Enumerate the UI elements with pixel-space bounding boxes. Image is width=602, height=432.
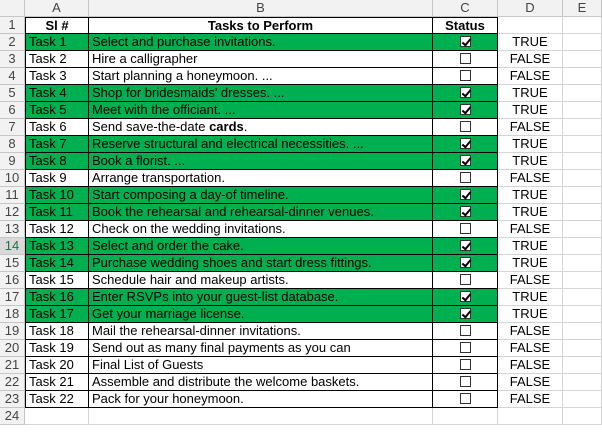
linked-value-cell[interactable]: FALSE: [498, 272, 563, 289]
task-text: Check on the wedding invitations.: [92, 221, 286, 236]
cell-e[interactable]: [563, 136, 602, 153]
task-description-cell[interactable]: [89, 85, 433, 102]
task-id-cell[interactable]: Task 9: [25, 170, 89, 187]
status-cell: [433, 306, 498, 323]
cell-e[interactable]: [563, 187, 602, 204]
status-cell: [433, 51, 498, 68]
status-cell: [433, 85, 498, 102]
status-checkbox[interactable]: [460, 138, 471, 149]
task-text: Assemble and distribute the welcome baskets.: [92, 374, 360, 389]
status-checkbox[interactable]: [460, 70, 471, 81]
task-text: Hire a calligrapher: [92, 51, 198, 66]
task-text: Book a florist. ...: [92, 153, 186, 168]
table-row: [0, 306, 602, 323]
status-checkbox[interactable]: [460, 87, 471, 98]
task-text-after: .: [243, 119, 248, 134]
status-checkbox[interactable]: [460, 257, 471, 268]
task-id-cell[interactable]: Task 22: [25, 391, 89, 408]
row-number[interactable]: 21: [0, 357, 25, 374]
linked-value-cell[interactable]: FALSE: [498, 51, 563, 68]
cell-e[interactable]: [563, 323, 602, 340]
row-number[interactable]: 3: [0, 51, 25, 68]
row-number[interactable]: 5: [0, 85, 25, 102]
table-row: [0, 340, 602, 357]
task-text: Shop for bridesmaids' dresses. ...: [92, 85, 285, 100]
column-header-d[interactable]: D: [498, 0, 563, 17]
status-checkbox[interactable]: [460, 376, 471, 387]
cell-e[interactable]: [563, 238, 602, 255]
empty-cell[interactable]: [563, 408, 602, 425]
task-id-cell[interactable]: Task 19: [25, 340, 89, 357]
task-id-cell[interactable]: Task 20: [25, 357, 89, 374]
cell-e[interactable]: [563, 170, 602, 187]
task-description-cell[interactable]: [89, 34, 433, 51]
cell-e[interactable]: [563, 391, 602, 408]
cell-e[interactable]: [563, 272, 602, 289]
linked-value-cell[interactable]: TRUE: [498, 187, 563, 204]
task-id-cell[interactable]: Task 7: [25, 136, 89, 153]
table-row: [0, 68, 602, 85]
table-row: [0, 102, 602, 119]
table-row: [0, 255, 602, 272]
task-id-cell[interactable]: Task 14: [25, 255, 89, 272]
row-number[interactable]: 23: [0, 391, 25, 408]
linked-value-cell[interactable]: TRUE: [498, 204, 563, 221]
task-text: Select and order the cake.: [92, 238, 244, 253]
task-id-cell[interactable]: Task 4: [25, 85, 89, 102]
status-cell: [433, 68, 498, 85]
header-cell-tasks[interactable]: Tasks to Perform: [89, 17, 433, 34]
row-number[interactable]: 11: [0, 187, 25, 204]
linked-value-cell[interactable]: FALSE: [498, 374, 563, 391]
row-number[interactable]: 24: [0, 408, 25, 425]
table-row: [0, 289, 602, 306]
task-description-cell[interactable]: [89, 238, 433, 255]
task-id-cell[interactable]: Task 10: [25, 187, 89, 204]
task-text: Book the rehearsal and rehearsal-dinner venues.: [92, 204, 374, 219]
task-description-cell[interactable]: [89, 221, 433, 238]
status-checkbox[interactable]: [460, 325, 471, 336]
cell-e[interactable]: [563, 51, 602, 68]
status-checkbox[interactable]: [460, 172, 471, 183]
task-id-cell[interactable]: Task 8: [25, 153, 89, 170]
row-number[interactable]: 20: [0, 340, 25, 357]
cell-e[interactable]: [563, 357, 602, 374]
cell-e[interactable]: [563, 68, 602, 85]
task-id-cell[interactable]: Task 15: [25, 272, 89, 289]
table-row: [0, 323, 602, 340]
status-checkbox[interactable]: [460, 291, 471, 302]
table-row: [0, 272, 602, 289]
task-description-cell[interactable]: [89, 51, 433, 68]
task-description-cell[interactable]: [89, 391, 433, 408]
row-number[interactable]: 8: [0, 136, 25, 153]
cell-e[interactable]: [563, 34, 602, 51]
task-description-cell[interactable]: [89, 102, 433, 119]
linked-value-cell[interactable]: TRUE: [498, 255, 563, 272]
status-checkbox[interactable]: [460, 240, 471, 251]
linked-value-cell[interactable]: TRUE: [498, 85, 563, 102]
status-checkbox[interactable]: [460, 359, 471, 370]
status-checkbox[interactable]: [460, 155, 471, 166]
linked-value-cell[interactable]: TRUE: [498, 289, 563, 306]
task-description-cell[interactable]: [89, 136, 433, 153]
linked-value-cell[interactable]: FALSE: [498, 340, 563, 357]
cell-e[interactable]: [563, 306, 602, 323]
status-checkbox[interactable]: [460, 36, 471, 47]
status-cell: [433, 119, 498, 136]
task-description-cell[interactable]: [89, 374, 433, 391]
task-description-cell[interactable]: [89, 119, 433, 136]
header-cell-sl[interactable]: Sl #: [25, 17, 89, 34]
row-number[interactable]: 19: [0, 323, 25, 340]
table-row: [0, 170, 602, 187]
task-description-cell[interactable]: [89, 272, 433, 289]
task-id-cell[interactable]: Task 2: [25, 51, 89, 68]
row-number[interactable]: 15: [0, 255, 25, 272]
row-number[interactable]: 2: [0, 34, 25, 51]
table-row: [0, 34, 602, 51]
task-description-cell[interactable]: [89, 340, 433, 357]
task-id-cell[interactable]: Task 13: [25, 238, 89, 255]
status-cell: [433, 204, 498, 221]
status-cell: [433, 340, 498, 357]
status-cell: [433, 187, 498, 204]
row-number[interactable]: 16: [0, 272, 25, 289]
status-checkbox[interactable]: [460, 189, 471, 200]
row-number[interactable]: 9: [0, 153, 25, 170]
task-id-cell[interactable]: Task 3: [25, 68, 89, 85]
linked-value-cell[interactable]: FALSE: [498, 68, 563, 85]
status-checkbox[interactable]: [460, 342, 471, 353]
status-cell: [433, 255, 498, 272]
task-id-cell[interactable]: Task 12: [25, 221, 89, 238]
task-text: Final List of Guests: [92, 357, 204, 372]
task-description-cell[interactable]: [89, 153, 433, 170]
task-id-cell[interactable]: Task 6: [25, 119, 89, 136]
linked-value-cell[interactable]: FALSE: [498, 221, 563, 238]
row-number[interactable]: 18: [0, 306, 25, 323]
status-cell: [433, 289, 498, 306]
table-row: [0, 51, 602, 68]
status-checkbox[interactable]: [460, 53, 471, 64]
status-cell: [433, 323, 498, 340]
linked-value-cell[interactable]: FALSE: [498, 119, 563, 136]
status-cell: [433, 238, 498, 255]
task-text: Get your marriage license.: [92, 306, 245, 321]
row-number[interactable]: 17: [0, 289, 25, 306]
select-all-corner[interactable]: [0, 0, 25, 17]
status-cell: [433, 391, 498, 408]
table-row: [0, 357, 602, 374]
linked-value-cell[interactable]: TRUE: [498, 102, 563, 119]
table-header-row: [0, 17, 602, 34]
column-header-b[interactable]: B: [89, 0, 433, 17]
cell-d1[interactable]: [498, 17, 563, 34]
table-row: [0, 391, 602, 408]
empty-row: [0, 408, 602, 425]
row-number[interactable]: 13: [0, 221, 25, 238]
status-cell: [433, 102, 498, 119]
task-text: Arrange transportation.: [92, 170, 225, 185]
task-description-cell[interactable]: [89, 306, 433, 323]
status-cell: [433, 221, 498, 238]
linked-value-cell[interactable]: FALSE: [498, 357, 563, 374]
empty-cell[interactable]: [433, 408, 498, 425]
table-row: [0, 221, 602, 238]
linked-value-cell[interactable]: TRUE: [498, 136, 563, 153]
task-description-cell[interactable]: [89, 255, 433, 272]
column-header-a[interactable]: A: [25, 0, 89, 17]
linked-value-cell[interactable]: TRUE: [498, 34, 563, 51]
linked-value-cell[interactable]: FALSE: [498, 170, 563, 187]
task-text: Start planning a honeymoon. ...: [92, 68, 273, 83]
status-checkbox[interactable]: [460, 308, 471, 319]
status-cell: [433, 34, 498, 51]
cell-e[interactable]: [563, 85, 602, 102]
task-text: Pack for your honeymoon.: [92, 391, 244, 406]
status-checkbox[interactable]: [460, 393, 471, 404]
task-id-cell[interactable]: Task 16: [25, 289, 89, 306]
empty-cell[interactable]: [25, 408, 89, 425]
column-header-row: [0, 0, 602, 17]
linked-value-cell[interactable]: TRUE: [498, 153, 563, 170]
cell-e[interactable]: [563, 153, 602, 170]
table-row: [0, 187, 602, 204]
task-text: Meet with the officiant. ...: [92, 102, 236, 117]
cell-e[interactable]: [563, 221, 602, 238]
task-text: Enter RSVPs into your guest-list database.: [92, 289, 339, 304]
task-text: Reserve structural and electrical necessities. ...: [92, 136, 364, 151]
linked-value-cell[interactable]: FALSE: [498, 323, 563, 340]
task-description-cell[interactable]: [89, 323, 433, 340]
row-number[interactable]: 1: [0, 17, 25, 34]
task-text: Send save-the-date: [92, 119, 210, 134]
table-row: [0, 136, 602, 153]
row-number[interactable]: 10: [0, 170, 25, 187]
task-text: Send out as many final payments as you can: [92, 340, 351, 355]
status-cell: [433, 153, 498, 170]
row-number[interactable]: 6: [0, 102, 25, 119]
task-text: Mail the rehearsal-dinner invitations.: [92, 323, 301, 338]
linked-value-cell[interactable]: TRUE: [498, 306, 563, 323]
cell-e[interactable]: [563, 374, 602, 391]
row-number[interactable]: 12: [0, 204, 25, 221]
row-number[interactable]: 22: [0, 374, 25, 391]
status-checkbox[interactable]: [460, 121, 471, 132]
status-cell: [433, 136, 498, 153]
column-header-c[interactable]: C: [433, 0, 498, 17]
cell-e[interactable]: [563, 289, 602, 306]
task-id-cell[interactable]: Task 5: [25, 102, 89, 119]
row-number[interactable]: 14: [0, 238, 25, 255]
task-description-cell[interactable]: [89, 170, 433, 187]
task-description-cell[interactable]: [89, 357, 433, 374]
task-description-cell[interactable]: [89, 289, 433, 306]
cell-e[interactable]: [563, 340, 602, 357]
task-text: Select and purchase invitations.: [92, 34, 276, 49]
task-description-cell[interactable]: [89, 187, 433, 204]
table-row: [0, 85, 602, 102]
table-row: [0, 153, 602, 170]
task-id-cell[interactable]: Task 18: [25, 323, 89, 340]
task-text-bold: cards: [209, 119, 244, 134]
status-cell: [433, 357, 498, 374]
table-row: [0, 374, 602, 391]
linked-value-cell[interactable]: TRUE: [498, 238, 563, 255]
task-text: Schedule hair and makeup artists.: [92, 272, 289, 287]
cell-e[interactable]: [563, 255, 602, 272]
row-number[interactable]: 4: [0, 68, 25, 85]
table-row: [0, 204, 602, 221]
column-header-e[interactable]: E: [563, 0, 602, 17]
status-cell: [433, 170, 498, 187]
empty-cell[interactable]: [498, 408, 563, 425]
task-id-cell[interactable]: Task 11: [25, 204, 89, 221]
table-row: [0, 238, 602, 255]
status-checkbox[interactable]: [460, 223, 471, 234]
task-text: Start composing a day-of timeline.: [92, 187, 289, 202]
task-id-cell[interactable]: Task 1: [25, 34, 89, 51]
task-description-cell[interactable]: [89, 68, 433, 85]
status-checkbox[interactable]: [460, 104, 471, 115]
task-id-cell[interactable]: Task 17: [25, 306, 89, 323]
cell-e[interactable]: [563, 204, 602, 221]
status-checkbox[interactable]: [460, 274, 471, 285]
task-id-cell[interactable]: Task 21: [25, 374, 89, 391]
row-number[interactable]: 7: [0, 119, 25, 136]
task-text: Purchase wedding shoes and start dress fittings.: [92, 255, 372, 270]
cell-e[interactable]: [563, 102, 602, 119]
cell-e[interactable]: [563, 119, 602, 136]
empty-cell[interactable]: [89, 408, 433, 425]
header-cell-status[interactable]: Status: [433, 17, 498, 34]
table-row: [0, 119, 602, 136]
status-cell: [433, 272, 498, 289]
linked-value-cell[interactable]: FALSE: [498, 391, 563, 408]
task-description-cell[interactable]: [89, 204, 433, 221]
status-cell: [433, 374, 498, 391]
status-checkbox[interactable]: [460, 206, 471, 217]
cell-e1[interactable]: [563, 17, 602, 34]
